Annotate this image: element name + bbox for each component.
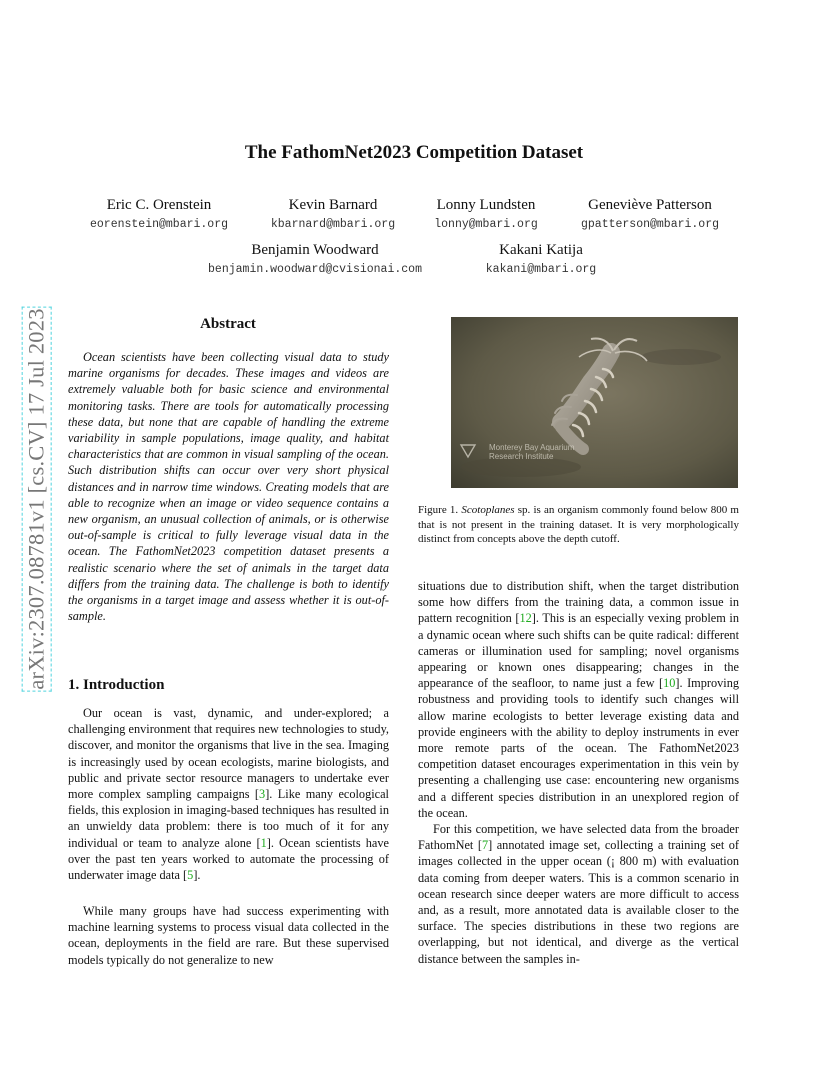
figure-1-image [451, 317, 738, 488]
author-email: lonny@mbari.org [434, 218, 538, 231]
intro-paragraph-3 [418, 821, 739, 967]
figure-caption-text: sp. is an organism commonly found below 800 m that is not present in the training dataset. It is very morphologically distinct from concepts above the depth cutoff. [418, 504, 739, 546]
arxiv-identifier [26, 266, 48, 732]
figure-label: Figure 1. [418, 504, 459, 516]
author-email: kbarnard@mbari.org [270, 218, 396, 231]
arxiv-identifier-text: arXiv:2307.08781v1 [cs.CV] 17 Jul 2023 [24, 308, 50, 690]
author-block [478, 241, 604, 276]
author-name: Eric C. Orenstein [106, 197, 212, 213]
intro-paragraph-2-continued [418, 578, 739, 821]
citation-link[interactable]: 1 [260, 835, 267, 850]
author-name: Kakani Katija [499, 242, 583, 258]
watermark-line-2: Research Institute [489, 452, 554, 461]
intro-paragraph-1 [68, 705, 389, 883]
author-name: Lonny Lundsten [436, 197, 536, 213]
paper-title: The FathomNet2023 Competition Dataset [244, 142, 584, 163]
intro-paragraph-2: While many groups have had success experimenting with machine learning systems to process visual data collected in the ocean, deployments in the field are rare. But these supervised models typically do not generalize to new [68, 904, 389, 967]
author-block [570, 196, 730, 231]
author-email: benjamin.woodward@cvisionai.com [208, 263, 422, 276]
author-block [86, 196, 232, 231]
citation-link[interactable]: 12 [519, 611, 532, 626]
citation-link[interactable]: 5 [187, 868, 194, 883]
paragraph-text: Our ocean is vast, dynamic, and under-explored; a challenging environment that requires new technologies to study, discover, and monitor the organisms that live in the sea. Imaging is increasingly used by ocean ecologists, marine biologists, and public and private sector resource managers to undertake ever more complex sampling campaigns [ [68, 706, 389, 802]
author-name: Kevin Barnard [288, 197, 378, 213]
author-block [425, 196, 547, 231]
citation-link[interactable]: 3 [259, 787, 266, 802]
scotoplanes-photo [451, 317, 738, 488]
author-name: Geneviève Patterson [588, 197, 712, 213]
paragraph-text: ]. Ocean scientists have over the past ten years worked to automate the processing of underwater image data [ [68, 835, 389, 883]
section-heading: 1. Introduction [68, 677, 165, 693]
paragraph-text: ]. This is an especially vexing problem in a dynamic ocean where such shifts can be quite radical: different cameras or illumination used for sampling; novel organisms appearing or known ones disappearing; changes in the appearance of the seafloor, to name just a few [ [418, 611, 739, 691]
paragraph-text: ]. Like many ecological fields, this explosion in imaging-based techniques has resulted in an unwieldy data problem: there is too much of it for any individual or team to analyze alone [ [68, 787, 389, 850]
abstract-text: Ocean scientists have been collecting visual data to study marine organisms for decades. These images and videos are extremely valuable both for basic science and environmental monitoring tasks. There are tools for automatically processing these data, but none that are capable of handling the extreme variability in sample populations, image quality, and habitat characteristics that are common in visual sampling of the ocean. Such distribution shifts can occur over very short physical distances and in narrow time windows. Creating models that are able to recognize when an image or video sequence contains a new organism, an unusual collection of animals, or is otherwise out-of-sample is critical to fully leverage visual data in the ocean. The FathomNet2023 competition dataset presents a realistic scenario where the set of animals in the target data differs from the training data. The challenge is both to identify the organisms in a target image and assess whether it is out-of-sample. [68, 350, 389, 624]
figure-species-name: Scotoplanes [461, 504, 515, 516]
citation-link[interactable]: 7 [481, 838, 489, 853]
paragraph-text: For this competition, we have selected data from the broader FathomNet [ [418, 822, 739, 853]
abstract-heading: Abstract [200, 316, 256, 332]
paragraph-text: situations due to distribution shift, when the target distribution some how differs from the training data, a common issue in pattern recognition [ [418, 579, 739, 626]
author-email: eorenstein@mbari.org [89, 218, 229, 231]
author-block [253, 196, 413, 231]
citation-link[interactable]: 10 [663, 676, 676, 691]
author-email: gpatterson@mbari.org [580, 218, 720, 231]
watermark-line-1: Monterey Bay Aquarium [489, 443, 575, 452]
paragraph-text: ]. [193, 868, 201, 883]
author-name: Benjamin Woodward [251, 242, 379, 258]
author-block [198, 241, 432, 276]
paragraph-text: ]. Improving robustness and providing tools to identify such changes will allow marine ecologists to better leverage existing data and provide engineers with the ability to deploy instruments in ever more remote parts of the ocean. The FathomNet2023 competition dataset encourages experimentation in this vein by presenting a challenging use case: encountering new organisms and a different species distribution in an unexplored region of the ocean. [418, 676, 739, 820]
author-email: kakani@mbari.org [485, 263, 597, 276]
figure-caption [418, 503, 739, 547]
paragraph-text: ] annotated image set, collecting a training set of images collected in the upper ocean (¡ 800 m) with evaluation data coming from deeper waters. This is a common scenario in ocean research since deeper waters are more difficult to access and, as a result, more annotated data is available closer to the surface. The species distributions in these two regions are overlapping, but not identical, and diverge as the vertical distance between the samples in- [418, 838, 740, 966]
